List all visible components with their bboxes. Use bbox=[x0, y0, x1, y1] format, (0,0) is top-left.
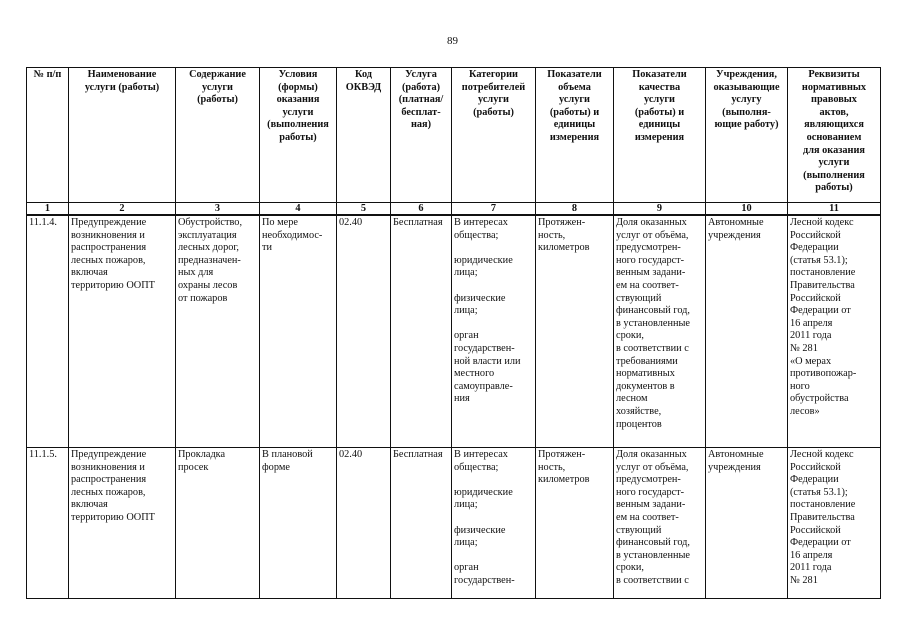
cell-consumers: В интересах общества; юридические лица; физические лица; орган государствен- ной власти или местного самоуправле- ния bbox=[452, 215, 536, 448]
column-number-row bbox=[27, 203, 881, 216]
table-row bbox=[27, 215, 881, 448]
page-number: 89 bbox=[447, 35, 458, 47]
cell-consumers: В интересах общества; юридические лица; физические лица; орган государствен- bbox=[452, 448, 536, 599]
header-cell-volume: Показатели объема услуги (работы) и единицы измерения bbox=[536, 68, 614, 203]
cell-okved: 02.40 bbox=[337, 448, 391, 599]
cell-conditions: По мере необходимос- ти bbox=[260, 215, 337, 448]
cell-institutions: Автономные учреждения bbox=[706, 215, 788, 448]
header-cell-quality: Показатели качества услуги (работы) и единицы измерения bbox=[614, 68, 706, 203]
cell-quality: Доля оказанных услуг от объёма, предусмотрен- ного государст- венным задани- ем на соответ- ствующий финансовый год, в установленные сроки, в соответствии с bbox=[614, 448, 706, 599]
cell-paid: Бесплатная bbox=[391, 215, 452, 448]
column-number: 7 bbox=[452, 203, 536, 216]
cell-service-name: Предупреждение возникновения и распространения лесных пожаров, включая территорию ООПТ bbox=[69, 448, 176, 599]
cell-okved: 02.40 bbox=[337, 215, 391, 448]
cell-content: Обустройство, эксплуатация лесных дорог, предназначен- ных для охраны лесов от пожаров bbox=[176, 215, 260, 448]
header-row bbox=[27, 68, 881, 203]
cell-acts: Лесной кодекс Российской Федерации (статья 53.1); постановление Правительства Российской Федерации от 16 апреля 2011 года № 281 «О мерах противопожар- ного обустройства лесов» bbox=[788, 215, 881, 448]
cell-service-name: Предупреждение возникновения и распространения лесных пожаров, включая территорию ООПТ bbox=[69, 215, 176, 448]
column-number: 5 bbox=[337, 203, 391, 216]
cell-paid: Бесплатная bbox=[391, 448, 452, 599]
cell-conditions: В плановой форме bbox=[260, 448, 337, 599]
cell-number: 11.1.5. bbox=[27, 448, 69, 599]
column-number: 3 bbox=[176, 203, 260, 216]
column-number: 4 bbox=[260, 203, 337, 216]
header-cell-conditions: Условия (формы) оказания услуги (выполнения работы) bbox=[260, 68, 337, 203]
header-cell-okved: Код ОКВЭД bbox=[337, 68, 391, 203]
cell-quality: Доля оказанных услуг от объёма, предусмотрен- ного государст- венным задани- ем на соответ- ствующий финансовый год, в установленные сроки, в соответствии с требованиями нормативных документов в лесном хозяйстве, процентов bbox=[614, 215, 706, 448]
column-number: 10 bbox=[706, 203, 788, 216]
table-row bbox=[27, 448, 881, 599]
header-cell-content: Содержание услуги (работы) bbox=[176, 68, 260, 203]
header-cell-acts: Реквизиты нормативных правовых актов, являющихся основанием для оказания услуги (выполнения работы) bbox=[788, 68, 881, 203]
header-cell-institutions: Учреждения, оказывающие услугу (выполня- ющие работу) bbox=[706, 68, 788, 203]
header-cell-number: № п/п bbox=[27, 68, 69, 203]
column-number: 6 bbox=[391, 203, 452, 216]
header-cell-paid: Услуга (работа) (платная/ бесплат- ная) bbox=[391, 68, 452, 203]
cell-content: Прокладка просек bbox=[176, 448, 260, 599]
header-cell-consumers: Категории потребителей услуги (работы) bbox=[452, 68, 536, 203]
cell-number: 11.1.4. bbox=[27, 215, 69, 448]
cell-volume: Протяжен- ность, километров bbox=[536, 448, 614, 599]
column-number: 1 bbox=[27, 203, 69, 216]
column-number: 9 bbox=[614, 203, 706, 216]
cell-acts: Лесной кодекс Российской Федерации (статья 53.1); постановление Правительства Российской Федерации от 16 апреля 2011 года № 281 bbox=[788, 448, 881, 599]
cell-institutions: Автономные учреждения bbox=[706, 448, 788, 599]
column-number: 11 bbox=[788, 203, 881, 216]
services-table bbox=[26, 67, 881, 599]
header-cell-service-name: Наименование услуги (работы) bbox=[69, 68, 176, 203]
cell-volume: Протяжен- ность, километров bbox=[536, 215, 614, 448]
column-number: 2 bbox=[69, 203, 176, 216]
column-number: 8 bbox=[536, 203, 614, 216]
